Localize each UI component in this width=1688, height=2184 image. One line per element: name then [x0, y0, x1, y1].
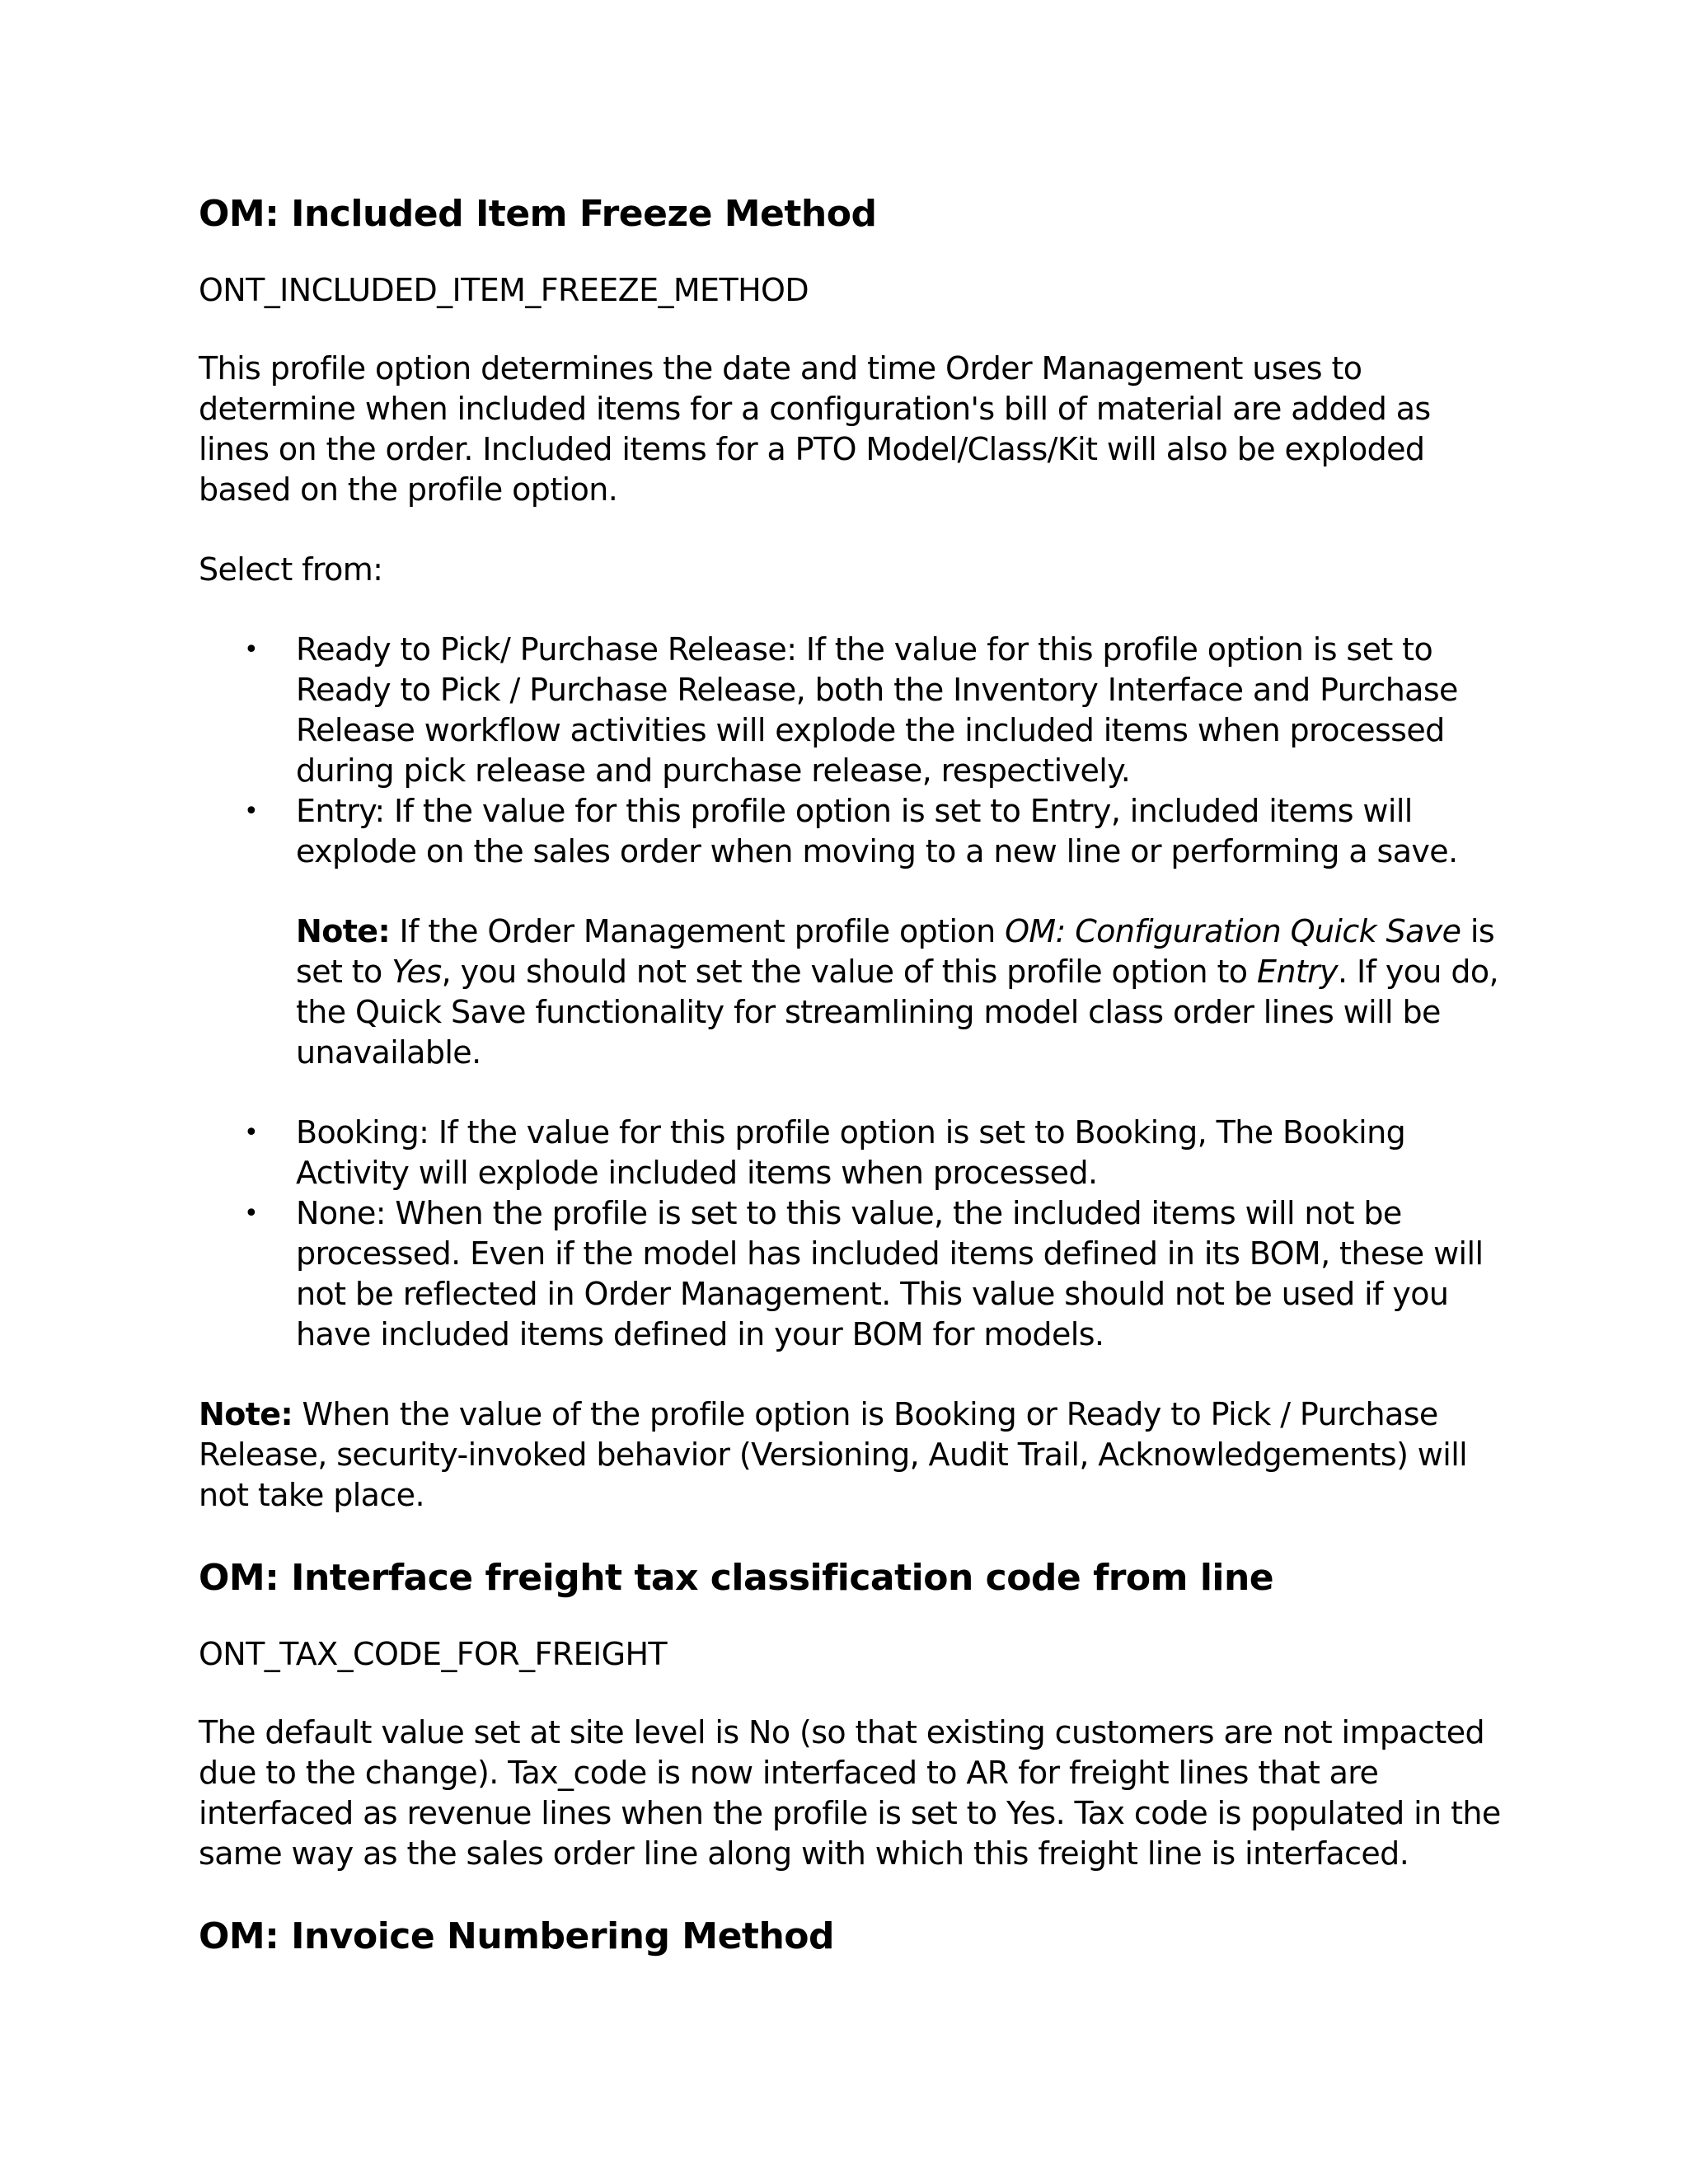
section-description: The default value set at site level is No (so that existing customers are not impacted due to the change). Tax_code is now interfaced to AR for freight lines that are interfaced as revenue lines when the profile is set to Yes. Tax code is populated in the same way as the sales order line along with which this freight line is interfaced.: [199, 1714, 1501, 1872]
list-item-ready-to-pick: [199, 630, 1501, 791]
list-item-entry: [199, 791, 1501, 1073]
note-italic-yes: Yes: [392, 954, 442, 990]
note-label: Note:: [296, 913, 391, 949]
list-item-text: Booking: If the value for this profile option is set to Booking, The Booking Activity will explode included items when processed.: [296, 1114, 1406, 1191]
note-italic-entry: Entry: [1256, 954, 1339, 990]
list-item-none: [199, 1193, 1501, 1355]
select-from-label: Select from:: [199, 551, 383, 588]
list-item-text: Ready to Pick/ Purchase Release: If the value for this profile option is set to Ready to Pick / Purchase Release, both the Inventory Interface and Purchase Release workflow activities will explode the included items when processed during pick release and purchase release, respectively.: [296, 631, 1458, 789]
note-italic-profile-name: OM: Configuration Quick Save: [1005, 913, 1461, 949]
profile-code: ONT_TAX_CODE_FOR_FREIGHT: [199, 1636, 668, 1672]
note-text: is set to: [296, 913, 1495, 990]
note-text: If the Order Management profile option: [390, 913, 1006, 949]
list-item-text: Entry: If the value for this profile option is set to Entry, included items will explode on the sales order when moving to a new line or performing a save.: [296, 793, 1458, 869]
section-heading-interface-freight-tax: OM: Interface freight tax classification code from line: [199, 1557, 1274, 1599]
bullet-icon: •: [244, 1199, 259, 1228]
profile-code: ONT_INCLUDED_ITEM_FREEZE_METHOD: [199, 272, 809, 308]
bullet-icon: •: [244, 797, 259, 826]
section-note: [199, 1394, 1501, 1516]
entry-note: [296, 912, 1501, 1073]
document-page: [199, 191, 1501, 1993]
note-text: , you should not set the value of this profile option to: [441, 954, 1257, 990]
note-text: . If you do, the Quick Save functionality for streamlining model class order lines will be unavailable.: [296, 954, 1499, 1071]
note-text: When the value of the profile option is Booking or Ready to Pick / Purchase Release, security-invoked behavior (Versioning, Audit Trail, Acknowledgements) will not take place.: [199, 1396, 1468, 1513]
section-description: This profile option determines the date and time Order Management uses to determine when included items for a configuration's bill of material are added as lines on the order. Included items for a PTO Model/Class/Kit will also be exploded based on the profile option.: [199, 350, 1431, 508]
list-item-booking: [199, 1113, 1501, 1193]
list-item-text: None: When the profile is set to this value, the included items will not be processed. Even if the model has included items defined in its BOM, these will not be reflected in Order Management. This value should not be used if you have included items defined in your BOM for models.: [296, 1195, 1484, 1352]
bullet-icon: •: [244, 635, 259, 664]
bullet-icon: •: [244, 1118, 259, 1147]
section-heading-invoice-numbering-method: OM: Invoice Numbering Method: [199, 1915, 834, 1957]
option-list: [199, 630, 1501, 1355]
section-heading-included-item-freeze-method: OM: Included Item Freeze Method: [199, 193, 877, 235]
note-label: Note:: [199, 1396, 293, 1432]
